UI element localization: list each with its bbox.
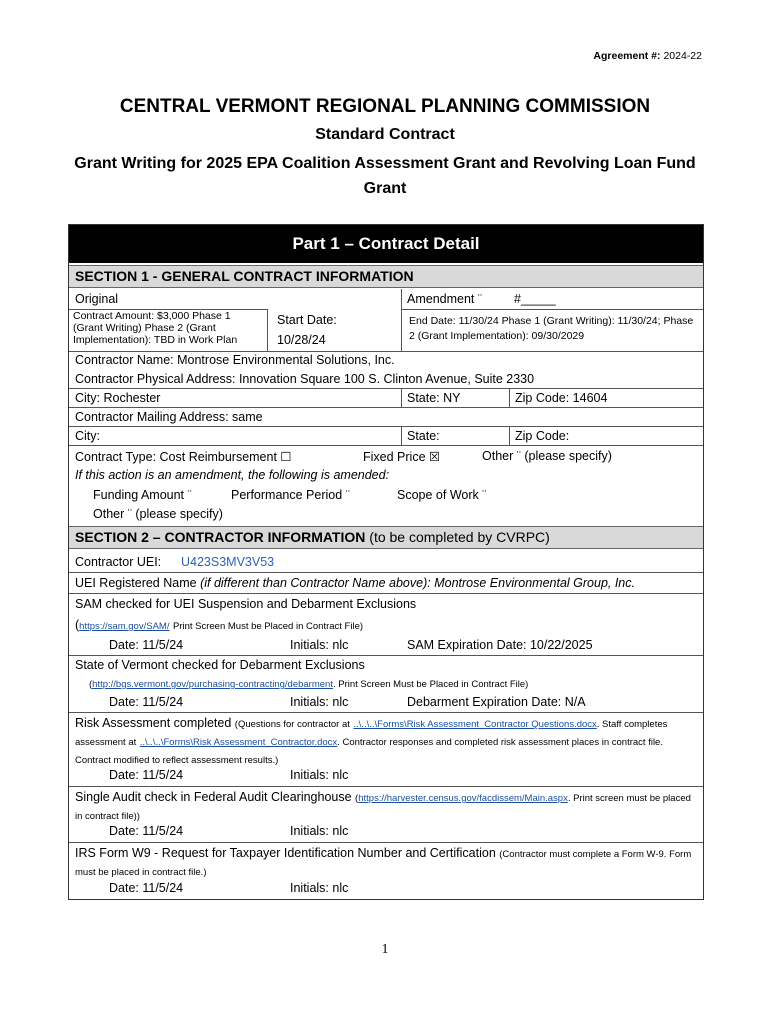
irs-w9 bbox=[75, 845, 699, 881]
city-2: City: bbox=[75, 429, 100, 443]
audit-paren: ( bbox=[355, 793, 359, 804]
risk-initials: Initials: nlc bbox=[290, 768, 349, 782]
sam-initials: Initials: nlc bbox=[290, 638, 349, 652]
section2-title: SECTION 2 – CONTRACTOR INFORMATION bbox=[75, 529, 366, 545]
amend-scope: Scope of Work ¨ bbox=[397, 488, 487, 502]
sam-link[interactable]: https://sam.gov/SAM/ bbox=[79, 621, 170, 632]
divider bbox=[401, 388, 402, 407]
contract-form bbox=[68, 224, 704, 900]
mailing-address: Contractor Mailing Address: same bbox=[75, 410, 263, 424]
divider bbox=[401, 309, 402, 351]
risk-note-1: (Questions for contractor at bbox=[234, 719, 350, 730]
divider bbox=[509, 388, 510, 407]
uei-registered bbox=[75, 576, 635, 590]
doc-type-title: Standard Contract bbox=[315, 126, 455, 143]
sam-note: Print Screen Must be Placed in Contract File) bbox=[172, 621, 364, 632]
contract-amount: Contract Amount: $3,000 Phase 1 (Grant Writing) Phase 2 (Grant Implementation): TBD in Work Plan bbox=[73, 310, 238, 346]
vt-check: State of Vermont checked for Debarment Exclusions bbox=[75, 658, 365, 672]
risk-link-1[interactable]: ..\..\..\Forms\Risk Assessment_Contractor Questions.docx bbox=[353, 719, 597, 730]
contractor-name: Contractor Name: Montrose Environmental Solutions, Inc. bbox=[75, 353, 395, 367]
section1-heading: SECTION 1 - GENERAL CONTRACT INFORMATION bbox=[69, 265, 703, 288]
physical-address: Contractor Physical Address: Innovation Square 100 S. Clinton Avenue, Suite 2330 bbox=[75, 372, 535, 386]
amend-performance: Performance Period ¨ bbox=[231, 488, 350, 502]
amend-other: Other ¨ (please specify) bbox=[93, 507, 223, 521]
risk-assessment bbox=[75, 715, 699, 769]
vt-link[interactable]: http://bgs.vermont.gov/purchasing-contracting/debarment bbox=[92, 679, 333, 690]
city-1: City: Rochester bbox=[75, 391, 161, 405]
divider bbox=[69, 572, 703, 573]
agreement-label: Agreement #: bbox=[593, 50, 661, 62]
divider bbox=[401, 289, 402, 309]
vt-date: Date: 11/5/24 bbox=[109, 695, 184, 709]
divider bbox=[69, 786, 703, 787]
divider bbox=[401, 426, 402, 445]
contract-type-cost: Contract Type: Cost Reimbursement ☐ bbox=[75, 450, 292, 464]
vt-paren: ( bbox=[89, 679, 93, 690]
irs-note: (Contractor must complete a Form W-9. Form must be placed in contract file.) bbox=[75, 849, 692, 878]
amendment-label: Amendment ¨ bbox=[407, 292, 483, 306]
divider bbox=[69, 593, 703, 594]
start-date-label: Start Date: bbox=[277, 313, 337, 327]
amendment-note: If this action is an amendment, the following is amended: bbox=[75, 468, 390, 482]
divider bbox=[69, 407, 703, 408]
vt-note: . Print Screen Must be Placed in Contract File) bbox=[332, 679, 529, 690]
single-audit bbox=[75, 789, 699, 825]
uei-registered-note: (if different than Contractor Name above): Montrose Environmental Group, Inc. bbox=[200, 576, 635, 590]
amend-funding: Funding Amount ¨ bbox=[93, 488, 192, 502]
amendment-number: #_____ bbox=[514, 292, 556, 306]
agreement-number bbox=[593, 50, 702, 62]
original-label: Original bbox=[75, 292, 119, 306]
sam-paren: ( bbox=[75, 618, 80, 632]
sam-expiration: SAM Expiration Date: 10/22/2025 bbox=[407, 638, 593, 652]
audit-date: Date: 11/5/24 bbox=[109, 824, 184, 838]
zip-2: Zip Code: bbox=[515, 429, 570, 443]
risk-note-2: . Staff completes assessment at bbox=[75, 719, 668, 748]
risk-date: Date: 11/5/24 bbox=[109, 768, 184, 782]
divider bbox=[401, 309, 703, 310]
vt-reference bbox=[89, 679, 528, 690]
zip-1: Zip Code: 14604 bbox=[515, 391, 608, 405]
state-2: State: bbox=[407, 429, 440, 443]
sam-reference bbox=[75, 618, 363, 632]
uei-label: Contractor UEI: bbox=[75, 555, 162, 569]
contract-type-fixed: Fixed Price ☒ bbox=[363, 450, 441, 464]
org-title: CENTRAL VERMONT REGIONAL PLANNING COMMISSION bbox=[119, 96, 651, 117]
risk-note-3: . Contractor responses and completed risk assessment places in contract file. Contract modified to reflect assessment results.) bbox=[75, 737, 663, 766]
divider bbox=[69, 388, 703, 389]
irs-date: Date: 11/5/24 bbox=[109, 881, 184, 895]
uei-registered-label: UEI Registered Name bbox=[75, 576, 197, 590]
risk-link-2[interactable]: ..\..\..\Forms\Risk Assessment_Contractor.docx bbox=[139, 737, 338, 748]
vt-initials: Initials: nlc bbox=[290, 695, 349, 709]
divider bbox=[69, 445, 703, 446]
divider bbox=[69, 655, 703, 656]
agreement-value: 2024-22 bbox=[663, 50, 702, 62]
uei-value: U423S3MV3V53 bbox=[181, 555, 275, 569]
audit-initials: Initials: nlc bbox=[290, 824, 349, 838]
section2-note: (to be completed by CVRPC) bbox=[369, 529, 550, 545]
risk-title: Risk Assessment completed bbox=[75, 716, 232, 730]
start-date-value: 10/28/24 bbox=[277, 333, 326, 347]
sam-date: Date: 11/5/24 bbox=[109, 638, 184, 652]
subject-title: Grant Writing for 2025 EPA Coalition Assessment Grant and Revolving Loan Fund Grant bbox=[74, 155, 696, 197]
divider bbox=[69, 712, 703, 713]
audit-title: Single Audit check in Federal Audit Clearinghouse bbox=[75, 790, 352, 804]
divider bbox=[509, 426, 510, 445]
divider bbox=[69, 351, 703, 352]
irs-initials: Initials: nlc bbox=[290, 881, 349, 895]
contract-type-other: Other ¨ (please specify) bbox=[482, 449, 612, 463]
divider bbox=[69, 426, 703, 427]
vt-debarment: Debarment Expiration Date: N/A bbox=[407, 695, 586, 709]
state-1: State: NY bbox=[407, 391, 461, 405]
page-number: 1 bbox=[381, 942, 389, 957]
irs-title: IRS Form W9 - Request for Taxpayer Identification Number and Certification bbox=[75, 846, 496, 860]
sam-check: SAM checked for UEI Suspension and Debarment Exclusions bbox=[75, 597, 417, 611]
end-date: End Date: 11/30/24 Phase 1 (Grant Writing): 11/30/24; Phase 2 (Grant Implementation): 09/30/2029 bbox=[409, 315, 694, 342]
divider bbox=[69, 842, 703, 843]
audit-link[interactable]: https://harvester.census.gov/facdissem/Main.aspx bbox=[358, 793, 568, 804]
audit-note: . Print screen must be placed in contract file)) bbox=[75, 793, 691, 822]
part1-heading: Part 1 – Contract Detail bbox=[69, 225, 703, 263]
divider bbox=[267, 309, 268, 351]
section2-heading bbox=[69, 526, 703, 549]
